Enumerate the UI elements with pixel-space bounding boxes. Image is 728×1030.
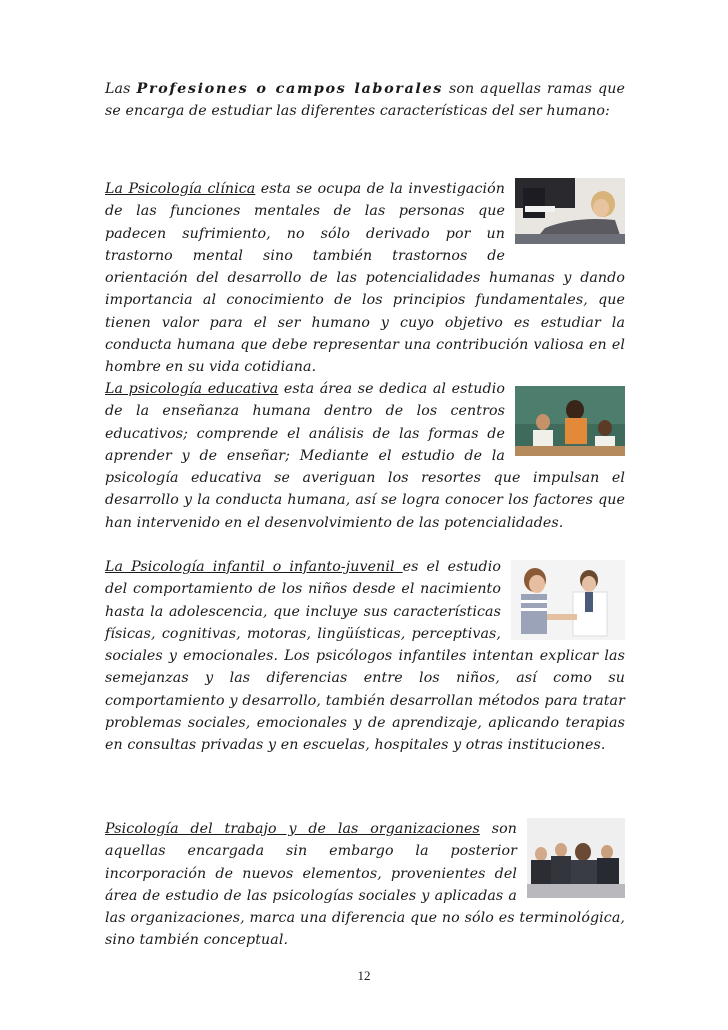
section-educational-title: La psicología educativa — [105, 381, 279, 397]
section-child-title: La Psicología infantil o infanto-juvenil — [105, 559, 403, 575]
section-clinical-text: esta se ocupa de la investigación de las funciones mentales de las personas que padecen sufrimiento, no sólo derivado por un trastorno mental sino también trastornos de orientación del desarrollo de las potencialidades humanas y dando importancia al conocimiento de los principios fundamentales, que tienen valor para el ser humano y cuyo objetivo es estudiar la conducta humana que debe representar una contribución valiosa en el hombre en su vida cotidiana. — [105, 181, 625, 376]
business-meeting-photo — [527, 818, 625, 898]
section-clinical — [105, 178, 625, 379]
section-organizational-text: son aquellas encargada sin embargo la posterior incorporación de nuevos elementos, provenientes del área de estudio de las psicologías sociales y aplicadas a las organizaciones, marca una diferencia que no sólo es terminológica, sino también conceptual. — [105, 821, 625, 949]
section-child — [105, 556, 625, 757]
classroom-photo — [515, 386, 625, 456]
intro-rest: son aquellas ramas que se encarga de estudiar las diferentes características del ser humano: — [105, 81, 625, 120]
section-educational — [105, 378, 625, 534]
section-educational-text: esta área se dedica al estudio de la enseñanza humana dentro de los centros educativos; comprende el análisis de las formas de aprender y de enseñar; Mediante el estudio de la psicología educativa se averiguan los resortes que impulsan el desarrollo y la conducta humana, así se logra conocer los factores que han intervenido en el desenvolvimiento de las potencialidades. — [105, 381, 625, 531]
intro-term: Profesiones o campos laborales — [136, 80, 443, 97]
page-number: 12 — [357, 968, 371, 983]
intro-prefix: Las — [105, 81, 131, 97]
section-organizational — [105, 818, 625, 952]
section-child-text: es el estudio del comportamiento de los niños desde el nacimiento hasta la adolescencia, que incluye sus características físicas, cognitivas, motoras, lingüísticas, perceptivas, sociales y emocionales. Los psicólogos infantiles intentan explicar las semejanzas y las diferencias entre los niños, así como su comportamiento y desarrollo, también desarrollan métodos para tratar problemas sociales, emocionales y de aprendizaje, aplicando terapias en consultas privadas y en escuelas, hospitales y otras instituciones. — [105, 559, 625, 754]
section-clinical-title: La Psicología clínica — [105, 181, 256, 197]
section-organizational-title: Psicología del trabajo y de las organizaciones — [105, 821, 480, 837]
intro-paragraph — [105, 78, 625, 123]
clinical-therapy-photo — [515, 178, 625, 244]
child-consultation-photo — [511, 560, 625, 640]
